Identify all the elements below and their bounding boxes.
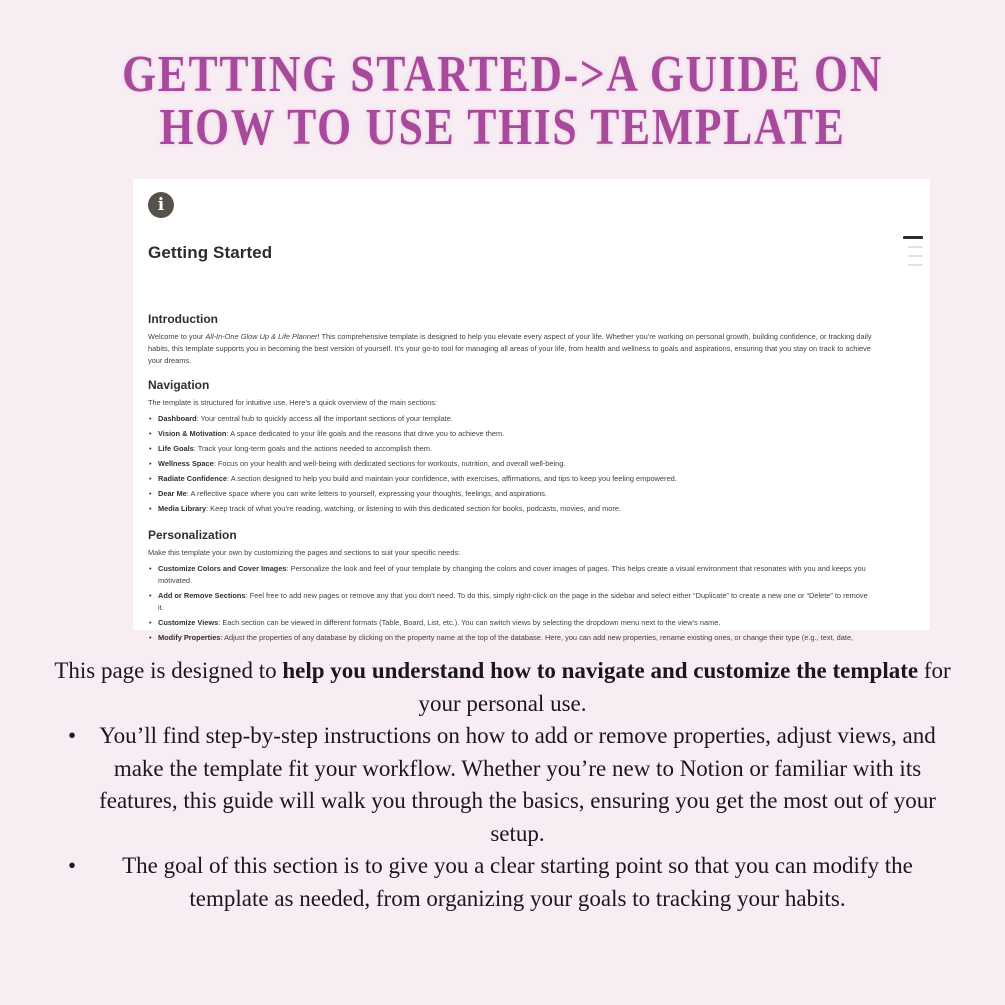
list-desc: : Your central hub to quickly access all the important sections of your template.: [196, 414, 453, 423]
toc-line: [908, 255, 923, 257]
poster-title-line-2: HOW TO USE THIS TEMPLATE: [159, 99, 846, 156]
personalization-list: [148, 563, 874, 644]
list-term: Dear Me: [158, 489, 187, 498]
list-item-customize-views: [148, 617, 874, 629]
list-term: Radiate Confidence: [158, 474, 227, 483]
list-item-add-remove-sections: [148, 590, 874, 614]
list-term: Dashboard: [158, 414, 197, 423]
info-icon: [148, 192, 174, 218]
toc-line: [908, 246, 923, 248]
list-desc: : A reflective space where you can write letters to yourself, expressing your thoughts, feelings, and aspirations.: [186, 489, 548, 498]
list-term: Modify Properties: [158, 633, 221, 642]
caption-bullet-list: [50, 720, 955, 915]
poster-title-line-1: GETTING STARTED->A GUIDE ON: [122, 46, 883, 103]
list-desc: : A section designed to help you build and maintain your confidence, with exercises, affirmations, and tips to keep you feeling empowered.: [227, 474, 677, 483]
introduction-paragraph: [148, 331, 874, 367]
list-item-customize-colors: [148, 563, 874, 587]
list-term: Vision & Motivation: [158, 429, 227, 438]
list-item-media-library: [148, 503, 874, 515]
introduction-text-post: ! This comprehensive template is designed to help you elevate every aspect of your life. Whether you’re working on personal growth, building confidence, or tracking daily habits, this template supports you in becoming the best version of yourself. It’s your go-to tool for managing all areas of your life, from health and wellness to goals and aspirations, ensuring that you stay on track to achieve your dreams.: [148, 332, 872, 365]
list-desc: : Keep track of what you’re reading, watching, or listening to with this dedicated section for books, podcasts, movies, and more.: [206, 504, 621, 513]
info-icon-glyph: i: [157, 194, 165, 215]
caption-text-bold: help you understand how to navigate and customize the template: [282, 658, 919, 683]
list-item-radiate-confidence: [148, 473, 874, 485]
section-heading-navigation: Navigation: [148, 378, 210, 392]
notion-page-body: [133, 179, 930, 644]
list-term: Customize Colors and Cover Images: [158, 564, 287, 573]
caption-bullet-1: • You’ll find step-by-step instructions on how to add or remove properties, adjust views, and make the template fit your workflow. Whether you’re new to Notion or familiar with its features, this guide will walk you through the basics, ensuring you get the most out of your setup.: [80, 720, 955, 850]
section-heading-personalization: Personalization: [148, 528, 237, 542]
caption-bullet-2: • The goal of this section is to give you a clear starting point so that you can modify the template as needed, from organizing your goals to tracking your habits.: [80, 850, 955, 915]
list-term: Customize Views: [158, 618, 219, 627]
list-term: Add or Remove Sections: [158, 591, 246, 600]
list-desc: : Focus on your health and well-being with dedicated sections for workouts, nutrition, and overall well-being.: [213, 459, 566, 468]
poster-title: [80, 48, 924, 154]
navigation-list: [148, 413, 874, 515]
list-desc: : Adjust the properties of any database by clicking on the property name at the top of the database. Here, you can add new properties, rename existing ones, or change their type (e.g., text, date,: [220, 633, 854, 642]
list-item-vision-motivation: [148, 428, 874, 440]
navigation-intro: The template is structured for intuitive use. Here’s a quick overview of the main sections:: [148, 398, 438, 407]
introduction-text-pre: Welcome to your: [148, 332, 206, 341]
toc-line: [908, 264, 923, 266]
list-item-wellness-space: [148, 458, 874, 470]
list-item-dashboard: [148, 413, 874, 425]
table-of-contents-indicator: [901, 236, 923, 266]
notion-page-title: Getting Started: [148, 243, 273, 262]
list-desc: : Track your long-term goals and the actions needed to accomplish them.: [193, 444, 433, 453]
list-desc: : Feel free to add new pages or remove any that you don’t need. To do this, simply right-click on the page in the sidebar and select either “Duplicate” to create a new one or “Delete” to remove it.: [158, 591, 868, 612]
list-term: Wellness Space: [158, 459, 214, 468]
list-item-dear-me: [148, 488, 874, 500]
caption-paragraph: [50, 655, 955, 720]
list-desc: : A space dedicated to your life goals and the reasons that drive you to achieve them.: [226, 429, 505, 438]
toc-line-active: [903, 236, 923, 239]
list-desc: : Personalize the look and feel of your template by changing the colors and cover images of pages. This helps create a visual environment that resonates with you and keeps you motivated.: [158, 564, 866, 585]
section-heading-introduction: Introduction: [148, 312, 218, 326]
personalization-intro: Make this template your own by customizing the pages and sections to suit your specific needs:: [148, 548, 461, 557]
list-desc: : Each section can be viewed in different formats (Table, Board, List, etc.). You can switch views by selecting the dropdown menu next to the view’s name.: [218, 618, 721, 627]
list-term: Life Goals: [158, 444, 194, 453]
list-term: Media Library: [158, 504, 207, 513]
notion-screenshot-card: [133, 179, 930, 642]
list-item-life-goals: [148, 443, 874, 455]
caption-block: [50, 655, 955, 915]
caption-text-pre: This page is designed to: [54, 658, 283, 683]
list-item-modify-properties: [148, 632, 874, 644]
caption-text-post: for your personal use.: [418, 658, 951, 716]
planner-name-italic: All-In-One Glow Up & Life Planner: [205, 332, 318, 341]
